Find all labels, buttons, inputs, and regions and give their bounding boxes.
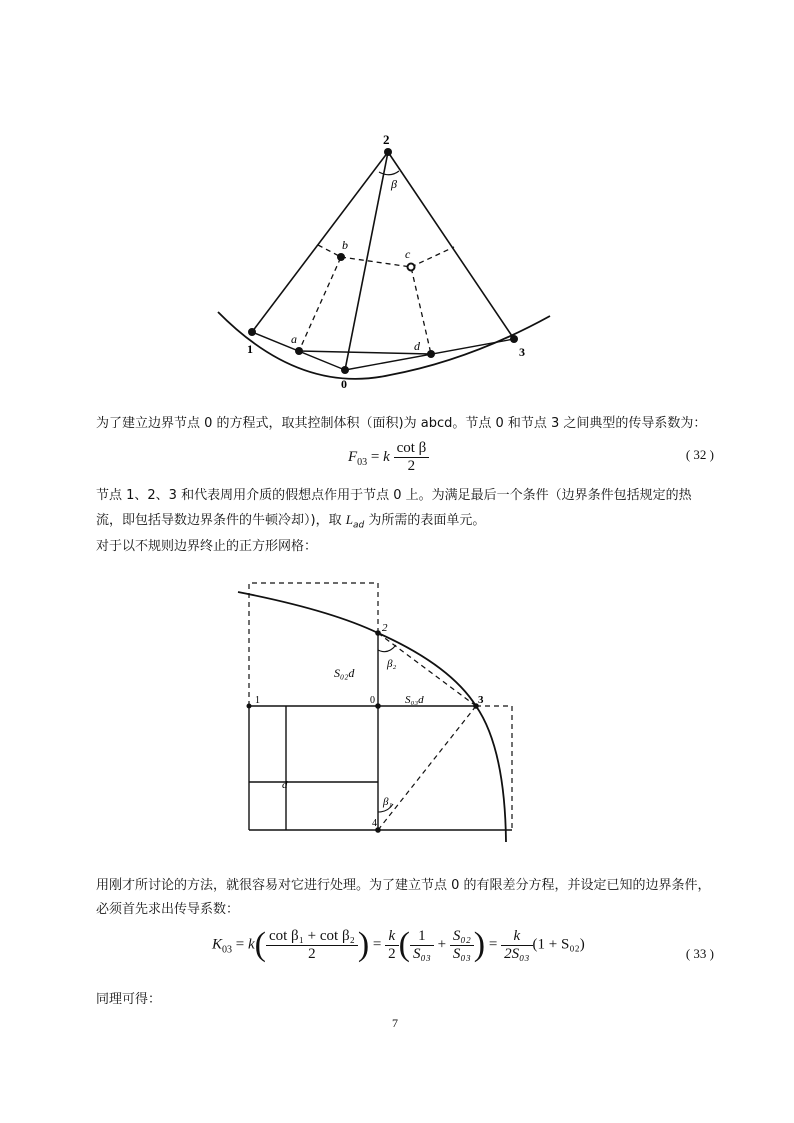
node-1 bbox=[248, 328, 256, 336]
equation-33-number: ( 33 ) bbox=[685, 946, 714, 961]
eq33-tail: (1 + S₀₂) bbox=[532, 936, 585, 953]
eq32-lhs-sub: 03 bbox=[357, 456, 368, 468]
label-d: d bbox=[282, 779, 288, 791]
eq33-paren-close-2: ) bbox=[473, 926, 486, 963]
eq33-paren-open-1: ( bbox=[254, 926, 266, 963]
eq32-k: k bbox=[383, 448, 390, 465]
boundary-arc bbox=[218, 312, 550, 379]
node-0 bbox=[375, 703, 381, 709]
dashed-4-3 bbox=[378, 706, 476, 830]
node-2 bbox=[384, 148, 392, 156]
eq33-plus: + bbox=[433, 936, 450, 953]
label-node-2: 2 bbox=[382, 622, 388, 634]
eq33-fraction-2 bbox=[410, 928, 434, 963]
label-node-2: 2 bbox=[383, 132, 390, 147]
eq33-den2: 2 bbox=[388, 945, 396, 962]
dashed-right-box bbox=[476, 706, 512, 830]
node-2 bbox=[375, 630, 381, 636]
eq33-equals-2: = bbox=[369, 936, 386, 953]
point-a bbox=[295, 347, 303, 355]
paragraph-1: 为了建立边界节点 0 的方程式，取其控制体积（面积)为 abcd。节点 0 和节点 3 之间典型的传导系数为： bbox=[96, 416, 707, 431]
eq32-equals: = bbox=[367, 448, 384, 465]
paragraph-3: 对于以不规则边界终止的正方形网格： bbox=[96, 539, 318, 554]
eq33-f2den: S₀₃ bbox=[452, 945, 471, 962]
eq33-fraction-k2 bbox=[385, 928, 399, 963]
label-d: d bbox=[414, 339, 420, 353]
label-node-3: 3 bbox=[519, 345, 525, 359]
eq33-numerator-1: cot β₁ + cot β₂ bbox=[266, 928, 358, 946]
eq33-lhs-sub: 03 bbox=[222, 944, 233, 956]
label-beta2: β₂ bbox=[387, 658, 397, 670]
eq33-lhs: K bbox=[212, 936, 223, 953]
eq32-fraction bbox=[394, 440, 430, 475]
label-node-1: 1 bbox=[255, 695, 260, 706]
eq33-paren-close-1: ) bbox=[357, 926, 370, 963]
eq33-k2: k bbox=[385, 928, 399, 946]
label-b: b bbox=[342, 238, 348, 252]
eq33-f1num: 1 bbox=[410, 928, 434, 946]
eq33-f2num: S₀₂ bbox=[450, 928, 474, 946]
label-node-0: 0 bbox=[341, 377, 347, 391]
eq32-denominator: 2 bbox=[407, 458, 416, 474]
paragraph-4: 用刚才所讨论的方法，就很容易对它进行处理。为了建立节点 0 的有限差分方程，并设定已知的边界条件，必须首先求出传导系数： bbox=[96, 878, 711, 917]
eq33-fraction-1 bbox=[266, 928, 358, 963]
eq33-fraction-3 bbox=[450, 928, 474, 963]
line-2-0 bbox=[345, 152, 388, 370]
control-volume-dashed bbox=[299, 245, 454, 354]
node-0 bbox=[341, 366, 349, 374]
label-c: c bbox=[405, 247, 411, 261]
label-node-0: 0 bbox=[370, 695, 375, 706]
eq32-lhs: F bbox=[348, 448, 358, 465]
label-s02d: S₀₂d bbox=[334, 666, 355, 680]
irregular-boundary-curve bbox=[238, 592, 506, 842]
eq33-equals-1: = bbox=[232, 936, 248, 953]
figure-2-irregular-boundary-grid bbox=[230, 575, 530, 845]
eq33-denominator-1: 2 bbox=[308, 945, 316, 962]
eq33-k3: k bbox=[501, 928, 532, 946]
node-3 bbox=[510, 335, 518, 343]
line-2-1 bbox=[252, 152, 388, 332]
line-2-3 bbox=[388, 152, 514, 339]
eq33-equals-3: = bbox=[485, 936, 502, 953]
paragraph-2-text-b: 为所需的表面单元。 bbox=[364, 513, 486, 528]
eq32-numerator: cot β bbox=[394, 440, 430, 458]
label-a: a bbox=[291, 332, 297, 346]
label-node-4: 4 bbox=[372, 818, 377, 829]
eq33-f1den: S₀₃ bbox=[412, 945, 431, 962]
node-1 bbox=[247, 704, 252, 709]
eq33-paren-open-2: ( bbox=[398, 926, 410, 963]
paragraph-2-text-a: 节点 1、2、3 和代表周用介质的假想点作用于节点 0 上。为满足最后一个条件（边界条件包括规定的热流，即包括导数边界条件的牛顿冷却）)，取 bbox=[96, 488, 692, 528]
beta-arc bbox=[379, 171, 399, 175]
eq33-fraction-k3 bbox=[501, 928, 532, 963]
eq33-k: k bbox=[247, 936, 255, 953]
equation-32 bbox=[348, 440, 429, 475]
paragraph-5: 同理可得： bbox=[96, 992, 162, 1007]
label-node-3: 3 bbox=[478, 694, 484, 706]
paragraph-2-L: L bbox=[345, 512, 353, 527]
label-beta: β bbox=[391, 177, 397, 191]
point-c bbox=[408, 264, 415, 271]
figure-1-control-volume bbox=[200, 125, 600, 395]
page-number: 7 bbox=[392, 1016, 398, 1030]
label-node-1: 1 bbox=[247, 342, 253, 356]
label-beta1: β₁ bbox=[383, 796, 393, 808]
equation-33 bbox=[212, 926, 585, 964]
point-d bbox=[427, 350, 435, 358]
paragraph-2 bbox=[96, 484, 716, 538]
paragraph-2-L-sub: ad bbox=[352, 520, 365, 531]
equation-32-number: ( 32 ) bbox=[685, 447, 714, 462]
beta2-arc bbox=[378, 645, 396, 652]
dashed-top-box bbox=[249, 583, 378, 706]
chord-a-d bbox=[299, 351, 431, 354]
eq33-den3: 2S₀₃ bbox=[504, 945, 530, 962]
point-b bbox=[337, 253, 345, 261]
label-s03d: S₀₃d bbox=[405, 694, 424, 706]
